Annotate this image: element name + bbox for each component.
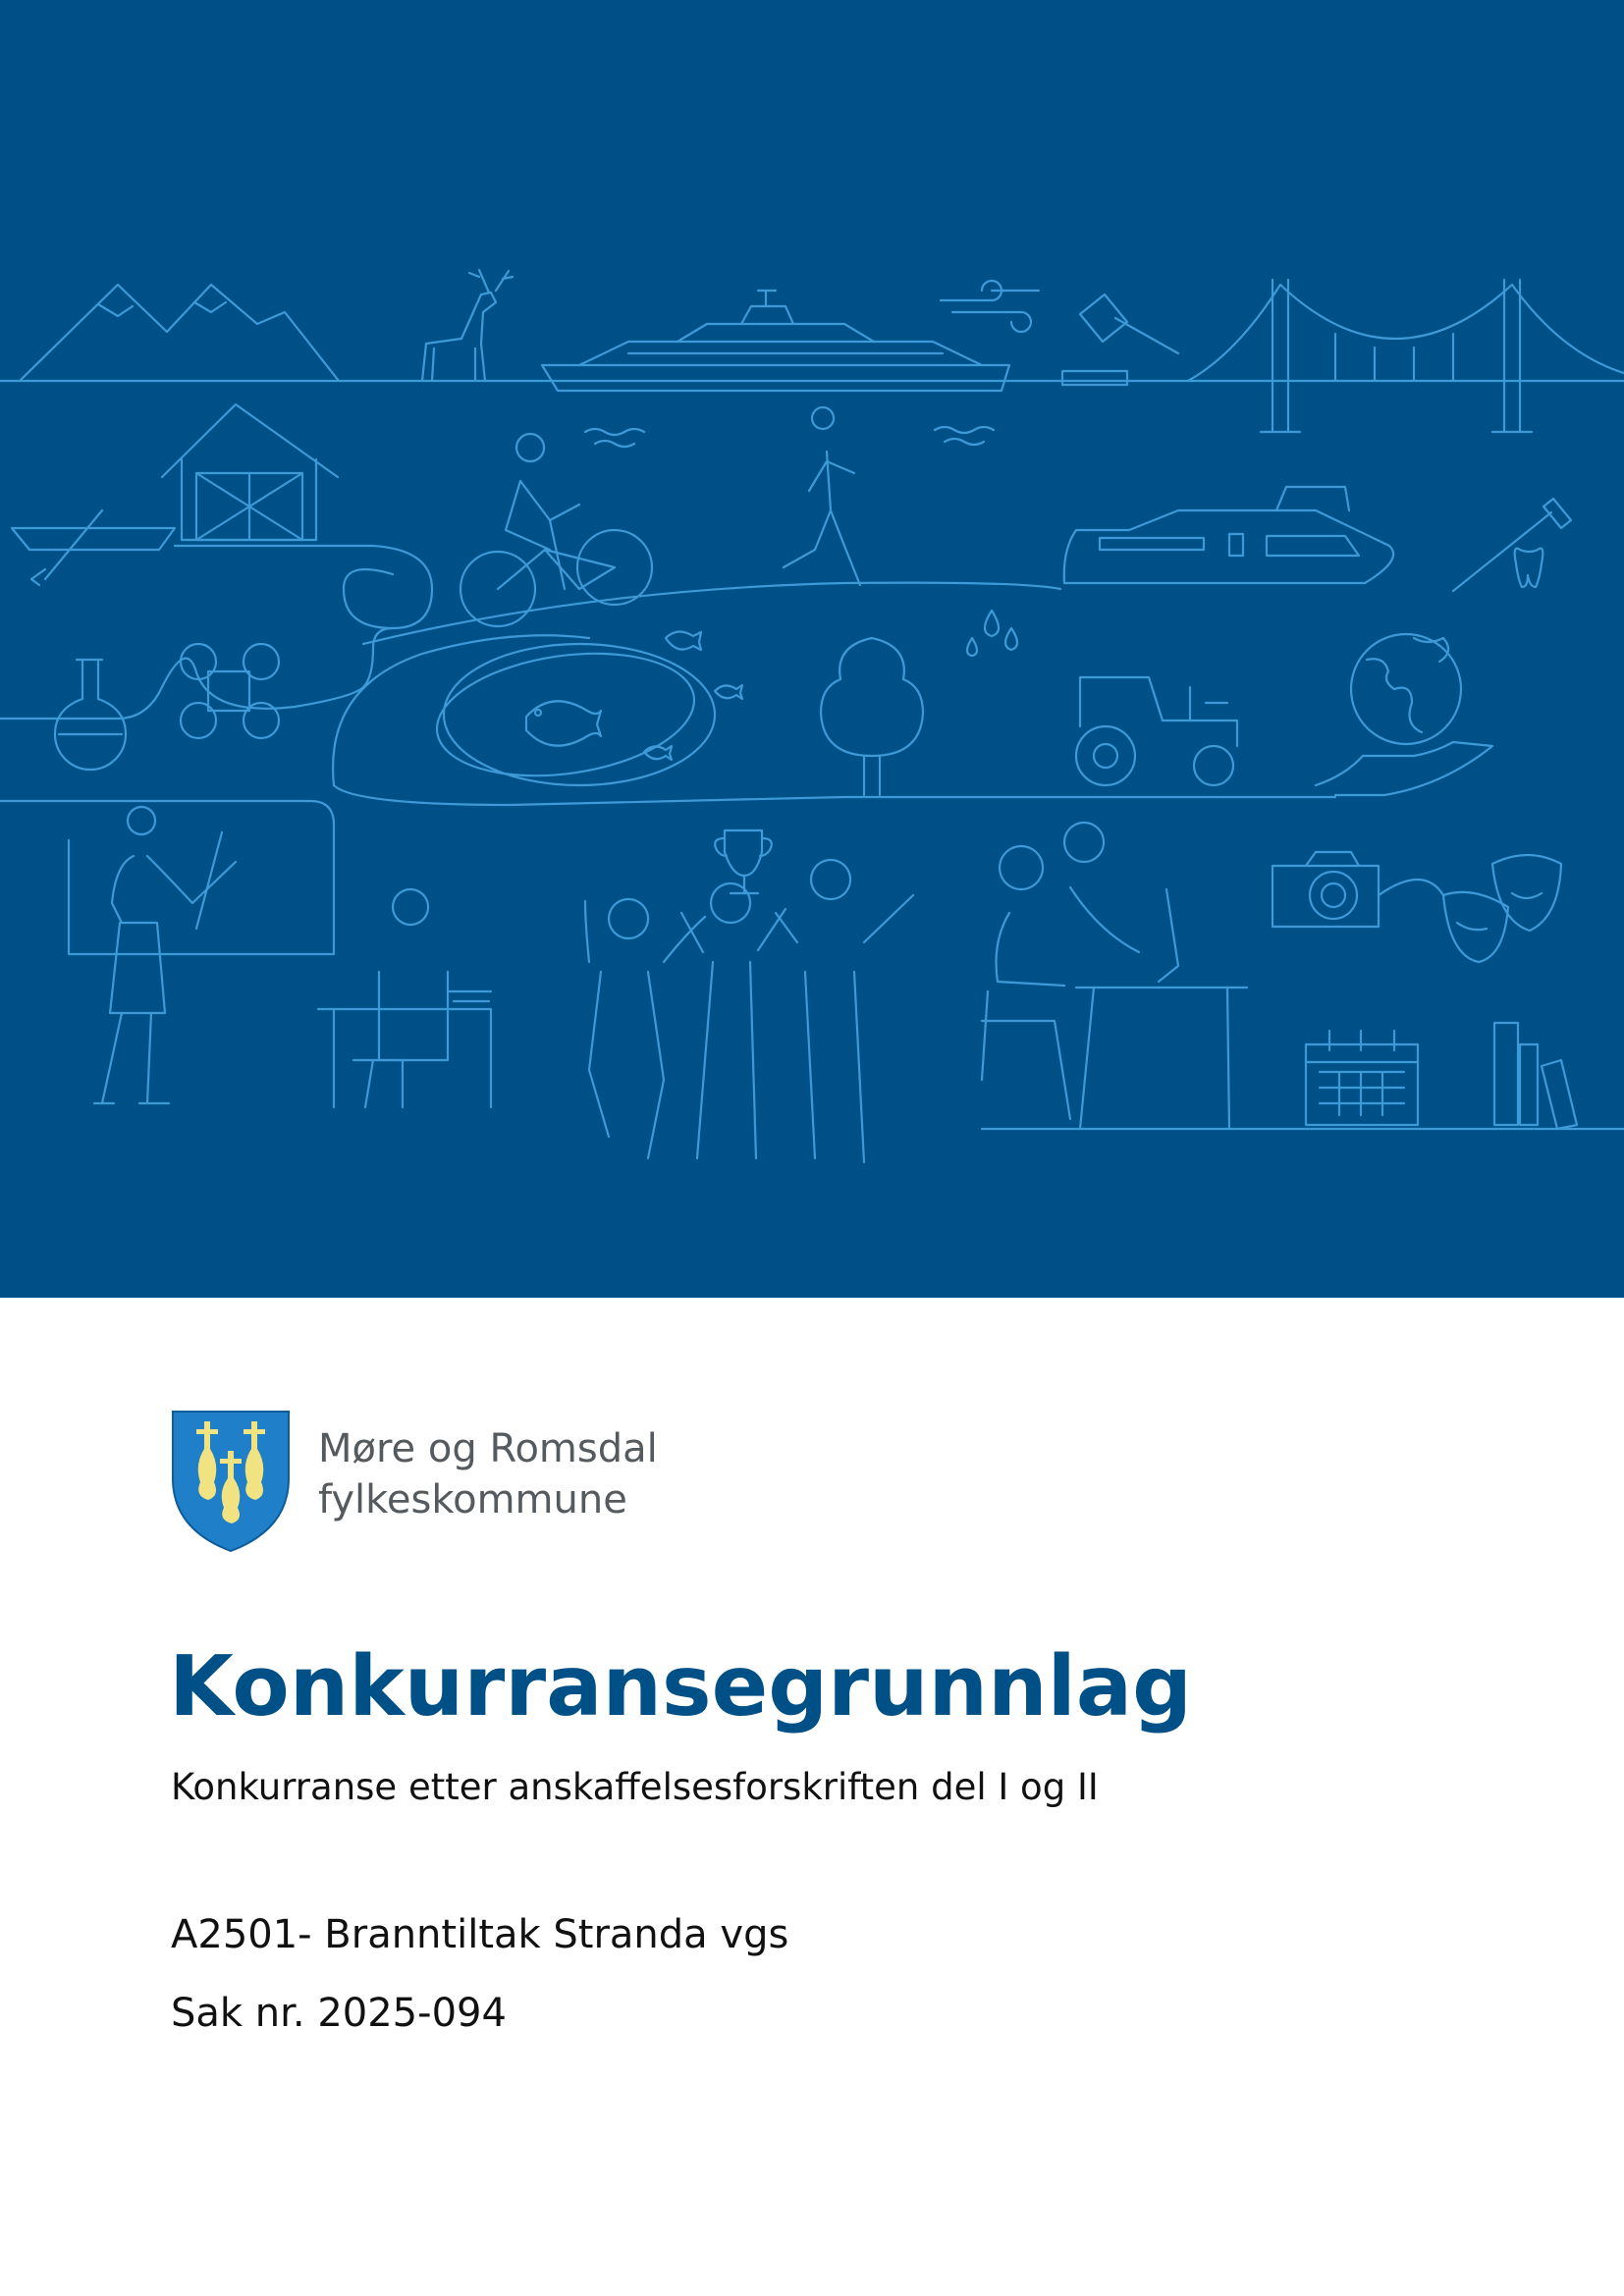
path-line [363, 583, 1060, 644]
organization-name [318, 1423, 658, 1525]
path-line [334, 785, 1335, 805]
path-line [0, 628, 393, 719]
runner-icon [784, 407, 860, 585]
tractor-icon [1076, 677, 1237, 785]
speedboat-icon [1064, 487, 1393, 583]
books-icon [1494, 1023, 1577, 1129]
student-desk-icon [318, 889, 491, 1107]
camera-icon [1272, 852, 1379, 927]
pond-icon [429, 638, 715, 791]
theater-masks-icon [1379, 855, 1561, 962]
bridge-icon [1188, 280, 1624, 432]
calendar-icon [1306, 1031, 1418, 1125]
coat-of-arms-icon [171, 1410, 291, 1553]
fish-icon [715, 685, 742, 699]
tree-icon [821, 638, 923, 795]
teacher-icon [0, 801, 334, 1103]
mountains-icon [20, 285, 339, 381]
flask-icon [55, 660, 126, 770]
org-line2: fylkeskommune [318, 1477, 627, 1522]
celebrating-group-icon [585, 860, 913, 1162]
globe-in-hand-icon [1316, 634, 1492, 795]
boathouse-icon [162, 404, 338, 540]
path-line [175, 546, 432, 628]
toothbrush-icon [1453, 499, 1571, 591]
waves-icon [585, 427, 994, 447]
project-name: A2501- Branntiltak Stranda vgs [171, 1912, 789, 1957]
document-subtitle: Konkurranse etter anskaffelsesforskriften del I og II [171, 1766, 1099, 1808]
deer-icon [422, 270, 513, 381]
boat-icon [12, 510, 175, 585]
command-symbol-icon [181, 644, 279, 738]
fish-icon [526, 701, 601, 745]
fish-icon [644, 746, 672, 760]
fish-icon [666, 631, 701, 650]
ferry-icon [542, 291, 1009, 391]
org-line1: Møre og Romsdal [318, 1426, 658, 1471]
document-title: Konkurransegrunnlag [169, 1638, 1192, 1735]
tooth-icon [1515, 549, 1543, 587]
gavel-icon [1062, 294, 1178, 385]
wind-icon [941, 281, 1039, 332]
case-number: Sak nr. 2025-094 [171, 1991, 507, 2036]
organization-logo [171, 1410, 760, 1557]
office-workers-icon [982, 823, 1624, 1129]
water-drops-icon [967, 611, 1017, 656]
